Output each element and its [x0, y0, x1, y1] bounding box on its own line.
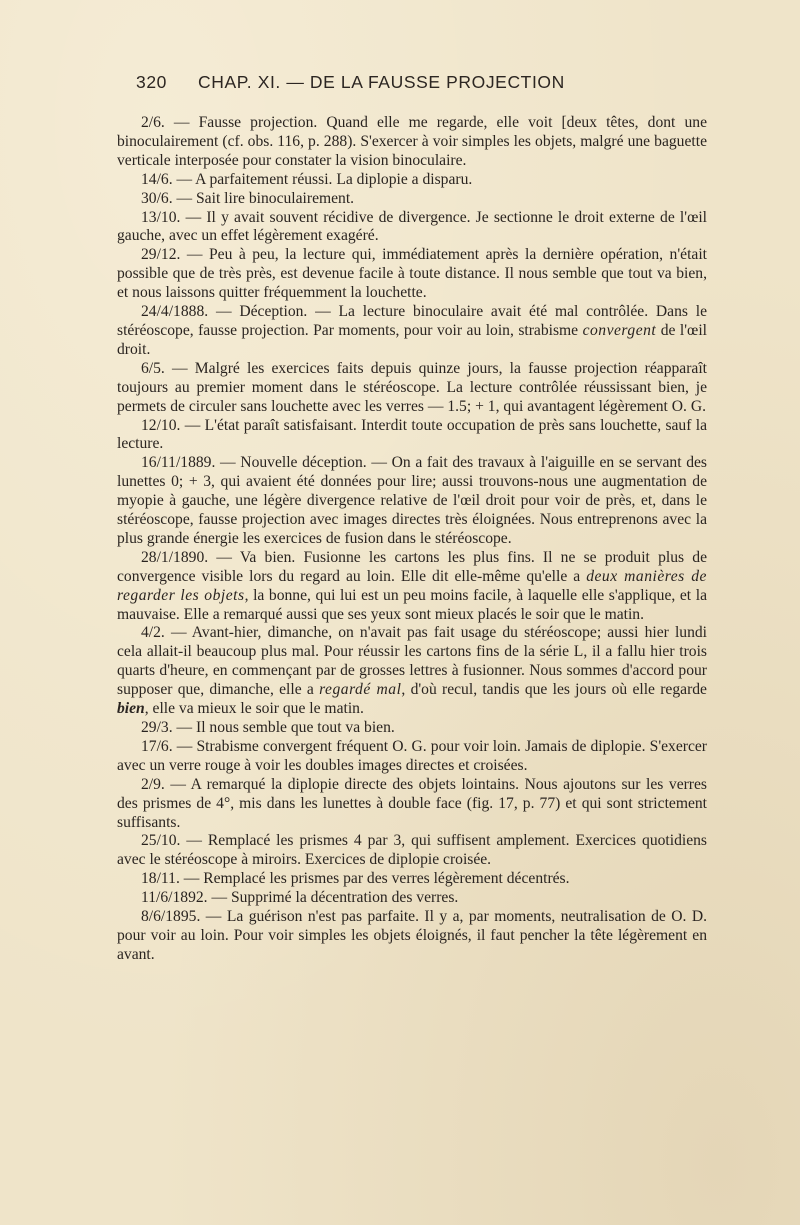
text-run: 24/4/1888. — Déception. — La lecture binoculaire avait été mal contrôlée. Dans le stéréoscope, fausse projection. Par moments, pour voir au loin, strabisme [117, 303, 707, 339]
emphasis: convergent [582, 321, 657, 339]
paragraph-17-6: 17/6. — Strabisme convergent fréquent O. G. pour voir loin. Jamais de diplopie. S'exercer avec un verre rouge à voir les doubles images directes et croisées. [117, 737, 707, 774]
paragraph-18-11: 18/11. — Remplacé les prismes par des verres légèrement décentrés. [141, 870, 570, 888]
text-run: , elle va mieux le soir que le matin. [144, 700, 364, 718]
emphasis: deux manières de regarder les objets [117, 567, 707, 604]
paragraph-4-2 [117, 624, 707, 719]
paragraph-2-6: 2/6. — Fausse projection. Quand elle me regarde, elle voit [deux têtes, dont une binoculairement (cf. obs. 116, p. 288). S'exercer à voir simples les objets, malgré une baguette verticale interposée pour constater la vision binoculaire. [117, 114, 707, 169]
emphasis: regardé mal [319, 681, 402, 699]
paragraph-11-6-1892: 11/6/1892. — Supprimé la décentration des verres. [141, 889, 459, 907]
paragraph-29-12: 29/12. — Peu à peu, la lecture qui, immédiatement après la dernière opération, n'était possible que de très près, est devenue facile à toute distance. Il nous semble que tout va bien, et nous laissons quitter fréquemment la louchette. [117, 246, 707, 302]
paragraph-25-10: 25/10. — Remplacé les prismes 4 par 3, qui suffisent amplement. Exercices quotidiens avec le stéréoscope à miroirs. Exercices de diplopie croisée. [117, 832, 707, 869]
text-run: de l'œil droit. [117, 321, 707, 358]
paragraph-8-6-1895: 8/6/1895. — La guérison n'est pas parfaite. Il y a, par moments, neutralisation de O. D. pour voir au loin. Pour voir simples les objets éloignés, il faut pencher la tête légèrement en avant. [117, 908, 707, 963]
paragraph-30-6: 30/6. — Sait lire binoculairement. [141, 189, 355, 207]
paragraph-6-5: 6/5. — Malgré les exercices faits depuis quinze jours, la fausse projection réapparaît toujours au premier moment dans le stéréoscope. La lecture contrôlée réussissant bien, je permets de circuler sans louchette avec les verres — 1.5; + 1, qui avantagent légèrement O. G. [117, 359, 707, 415]
paragraph-24-4-1888 [117, 303, 707, 360]
running-title: CHAP. XI. — DE LA FAUSSE PROJECTION [198, 72, 565, 92]
paragraph-28-1-1890 [117, 549, 707, 625]
text-run: , d'où recul, tandis que les jours où elle regarde [401, 681, 707, 699]
body-text [117, 114, 707, 965]
running-header [136, 72, 676, 98]
text-run: 4/2. — Avant-hier, dimanche, on n'avait pas fait usage du stéréoscope; aussi hier lundi cela allait-il beaucoup plus mal. Pour réussir les cartons fins de la série L, il a fallu hier trois quarts d'heure, en commençant par de grosses lettres à fusionner. Nous sommes d'accord pour supposer que, dimanche, elle a [117, 624, 707, 699]
page-number: 320 [136, 72, 167, 92]
paragraph-2-9: 2/9. — A remarqué la diplopie directe des objets lointains. Nous ajoutons sur les verres des prismes de 4°, mis dans les lunettes à double face (fig. 17, p. 77) et qui sont strictement suffisants. [117, 775, 707, 831]
paragraph-14-6: 14/6. — A parfaitement réussi. La diplopie a disparu. [141, 170, 473, 188]
paragraph-13-10: 13/10. — Il y avait souvent récidive de divergence. Je sectionne le droit externe de l'œil gauche, avec un effet légèrement exagéré. [117, 208, 707, 245]
emphasis-bold: bien [117, 700, 145, 718]
text-run: , la bonne, qui lui est un peu moins facile, à laquelle elle s'applique, et la mauvaise. Elle a remarqué aussi que ses yeux sont mieux placés le soir que le matin. [117, 586, 707, 623]
paragraph-16-11-1889: 16/11/1889. — Nouvelle déception. — On a fait des travaux à l'aiguille en se servant des lunettes 0; + 3, qui avaient été données pour lire; aussi trouvons-nous une augmentation de myopie à gauche, une légère divergence relative de l'œil droit pour voir de près, et, dans le stéréoscope, fausse projection avec images directes très éloignées. Nous entreprenons avec la plus grande énergie les exercices de fusion dans le stéréoscope. [117, 454, 707, 547]
paragraph-29-3: 29/3. — Il nous semble que tout va bien. [141, 719, 395, 736]
paragraph-12-10: 12/10. — L'état paraît satisfaisant. Interdit toute occupation de près sans louchette, sauf la lecture. [117, 416, 707, 453]
text-run: 28/1/1890. — Va bien. Fusionne les cartons les plus fins. Il ne se produit plus de convergence visible lors du regard au loin. Elle dit elle-même qu'elle a [117, 548, 707, 585]
